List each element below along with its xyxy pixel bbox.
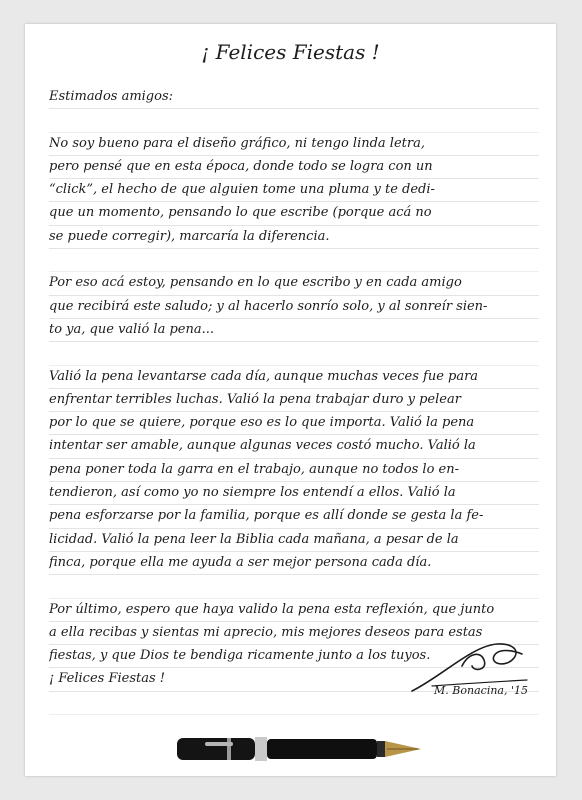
letter-body — [49, 86, 539, 715]
paragraph-3-line-6: tendieron, así como yo no siempre los entendí a ellos. Valió la — [49, 482, 539, 505]
blank-line — [49, 575, 539, 598]
paragraph-2-line-2: que recibirá este saludo; y al hacerlo sonrío solo, y al sonreír sien- — [49, 296, 539, 319]
blank-line — [49, 249, 539, 272]
letter-sheet — [25, 24, 556, 776]
paragraph-1-line-5: se puede corregir), marcaría la diferencia. — [49, 226, 539, 249]
paragraph-3-line-2: enfrentar terribles luchas. Valió la pena trabajar duro y pelear — [49, 389, 539, 412]
blank-line — [49, 109, 539, 132]
paragraph-4-line-2: a ella recibas y sientas mi aprecio, mis mejores deseos para estas — [49, 622, 539, 645]
paragraph-1-line-4: que un momento, pensando lo que escribe (porque acá no — [49, 202, 539, 225]
paragraph-3-line-5: pena poner toda la garra en el trabajo, aunque no todos lo en- — [49, 459, 539, 482]
paragraph-3-line-7: pena esforzarse por la familia, porque es allí donde se gesta la fe- — [49, 505, 539, 528]
paragraph-4-line-3: fiestas, y que Dios te bendiga ricamente junto a los tuyos. — [49, 645, 539, 668]
paragraph-3-line-4: intentar ser amable, aunque algunas veces costó mucho. Valió la — [49, 435, 539, 458]
paragraph-4-line-1: Por último, espero que haya valido la pena esta reflexión, que junto — [49, 599, 539, 622]
closing-line: ¡ Felices Fiestas ! — [49, 668, 539, 691]
paragraph-2-line-1: Por eso acá estoy, pensando en lo que escribo y en cada amigo — [49, 272, 539, 295]
paragraph-1-line-2: pero pensé que en esta época, donde todo se logra con un — [49, 156, 539, 179]
signature-caption: M. Bonacina, '15 — [434, 684, 528, 697]
fountain-pen-icon — [175, 732, 425, 766]
paragraph-1-line-1: No soy bueno para el diseño gráfico, ni tengo linda letra, — [49, 133, 539, 156]
letter-title: ¡ Felices Fiestas ! — [201, 40, 380, 64]
paragraph-3-line-3: por lo que se quiere, porque eso es lo que importa. Valió la pena — [49, 412, 539, 435]
paragraph-3-line-9: finca, porque ella me ayuda a ser mejor persona cada día. — [49, 552, 539, 575]
blank-line — [49, 342, 539, 365]
paragraph-1-line-3: “click”, el hecho de que alguien tome una pluma y te dedi- — [49, 179, 539, 202]
paragraph-3-line-8: licidad. Valió la pena leer la Biblia cada mañana, a pesar de la — [49, 529, 539, 552]
greeting-line: Estimados amigos: — [49, 86, 539, 109]
paragraph-3-line-1: Valió la pena levantarse cada día, aunque muchas veces fue para — [49, 366, 539, 389]
paragraph-2-line-3: to ya, que valió la pena... — [49, 319, 539, 342]
